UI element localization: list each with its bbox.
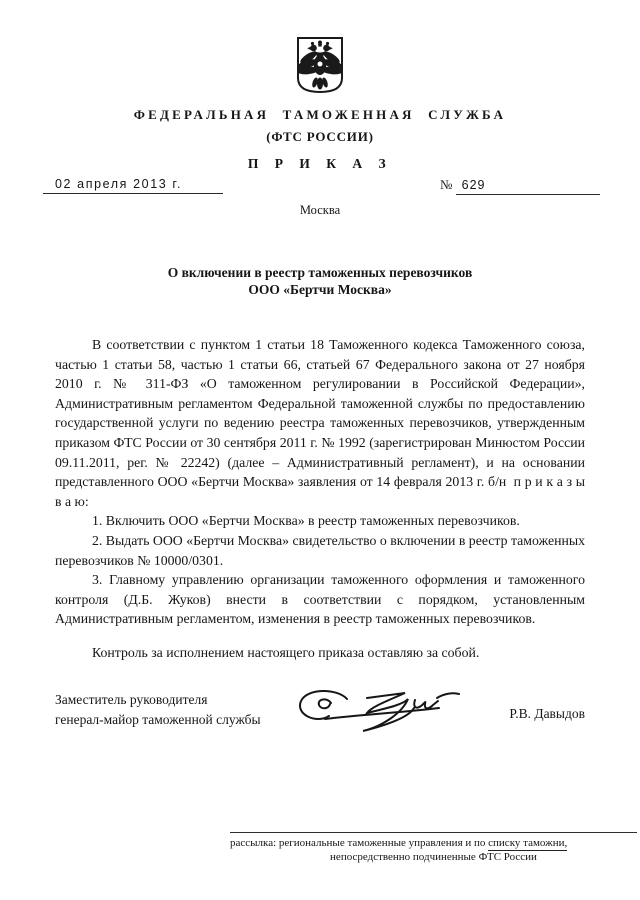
- document-date: 02 апреля 2013 г.: [43, 177, 223, 194]
- signer-position-line1: Заместитель руководителя: [55, 691, 208, 707]
- distribution-line1: [230, 836, 637, 850]
- letterhead: [0, 0, 640, 172]
- document-title: [0, 264, 640, 298]
- distribution-footer: [230, 832, 637, 864]
- distribution-line2: непосредственно подчиненные ФТС России: [330, 851, 537, 863]
- date-number-row: [0, 177, 640, 199]
- distribution-line1-prefix: рассылка: региональные таможенные управления и по: [230, 837, 489, 849]
- document-title-line2: ООО «Бертчи Москва»: [248, 282, 392, 297]
- org-abbreviation: (ФТС РОССИИ): [266, 129, 374, 144]
- control-paragraph: Контроль за исполнением настоящего приказа оставляю за собой.: [92, 644, 480, 660]
- document-number: 629: [456, 178, 600, 195]
- order-item-3: 3. Главному управлению организации таможенного оформления и таможенного контроля (Д.Б. Жуков) внести в соответствии с порядком, установленным Административным регламентом, изменения в реестр таможенных перевозчиков.: [55, 572, 585, 627]
- number-sign: №: [440, 177, 453, 192]
- document-number-block: [440, 177, 600, 195]
- document-title-line1: О включении в реестр таможенных перевозчиков: [167, 265, 473, 280]
- document-type-heading: П Р И К А З: [247, 156, 393, 171]
- signer-name: Р.В. Давыдов: [509, 705, 585, 721]
- org-name: ФЕДЕРАЛЬНАЯ ТАМОЖЕННАЯ СЛУЖБА: [133, 107, 507, 122]
- order-item-1: 1. Включить ООО «Бертчи Москва» в реестр таможенных перевозчиков.: [92, 513, 520, 529]
- order-item-2: 2. Выдать ООО «Бертчи Москва» свидетельство о включении в реестр таможенных перевозчиков № 10000/0301.: [55, 532, 585, 568]
- signer-position-line2: генерал-майор таможенной службы: [55, 711, 261, 727]
- signature-icon: [287, 686, 467, 748]
- distribution-line1-underlined: списку таможни,: [488, 837, 568, 849]
- issue-place: Москва: [299, 203, 341, 217]
- intro-paragraph: В соответствии с пунктом 1 статьи 18 Таможенного кодекса Таможенного союза, частью 1 статьи 58, частью 1 статьи 66, статьей 67 Федерального закона от 27 ноября 2010 г. № 311-ФЗ «О таможенном регулировании в Российской Федерации», Административным регламентом Федеральной таможенной службы по предоставлению государственной услуги по ведению реестра таможенных перевозчиков, утвержденным приказом ФТС России от 30 сентября 2011 г. № 1992 (зарегистрирован Минюстом России 09.11.2011, рег. № 22242) (далее – Административный регламент), и на основании представленного ООО «Бертчи Москва» заявления от 14 февраля 2013 г. б/н п р и к а з ы в а ю:: [55, 337, 585, 509]
- signature-block: [55, 690, 585, 770]
- coat-of-arms-icon: [296, 36, 344, 94]
- document-body: [55, 335, 585, 663]
